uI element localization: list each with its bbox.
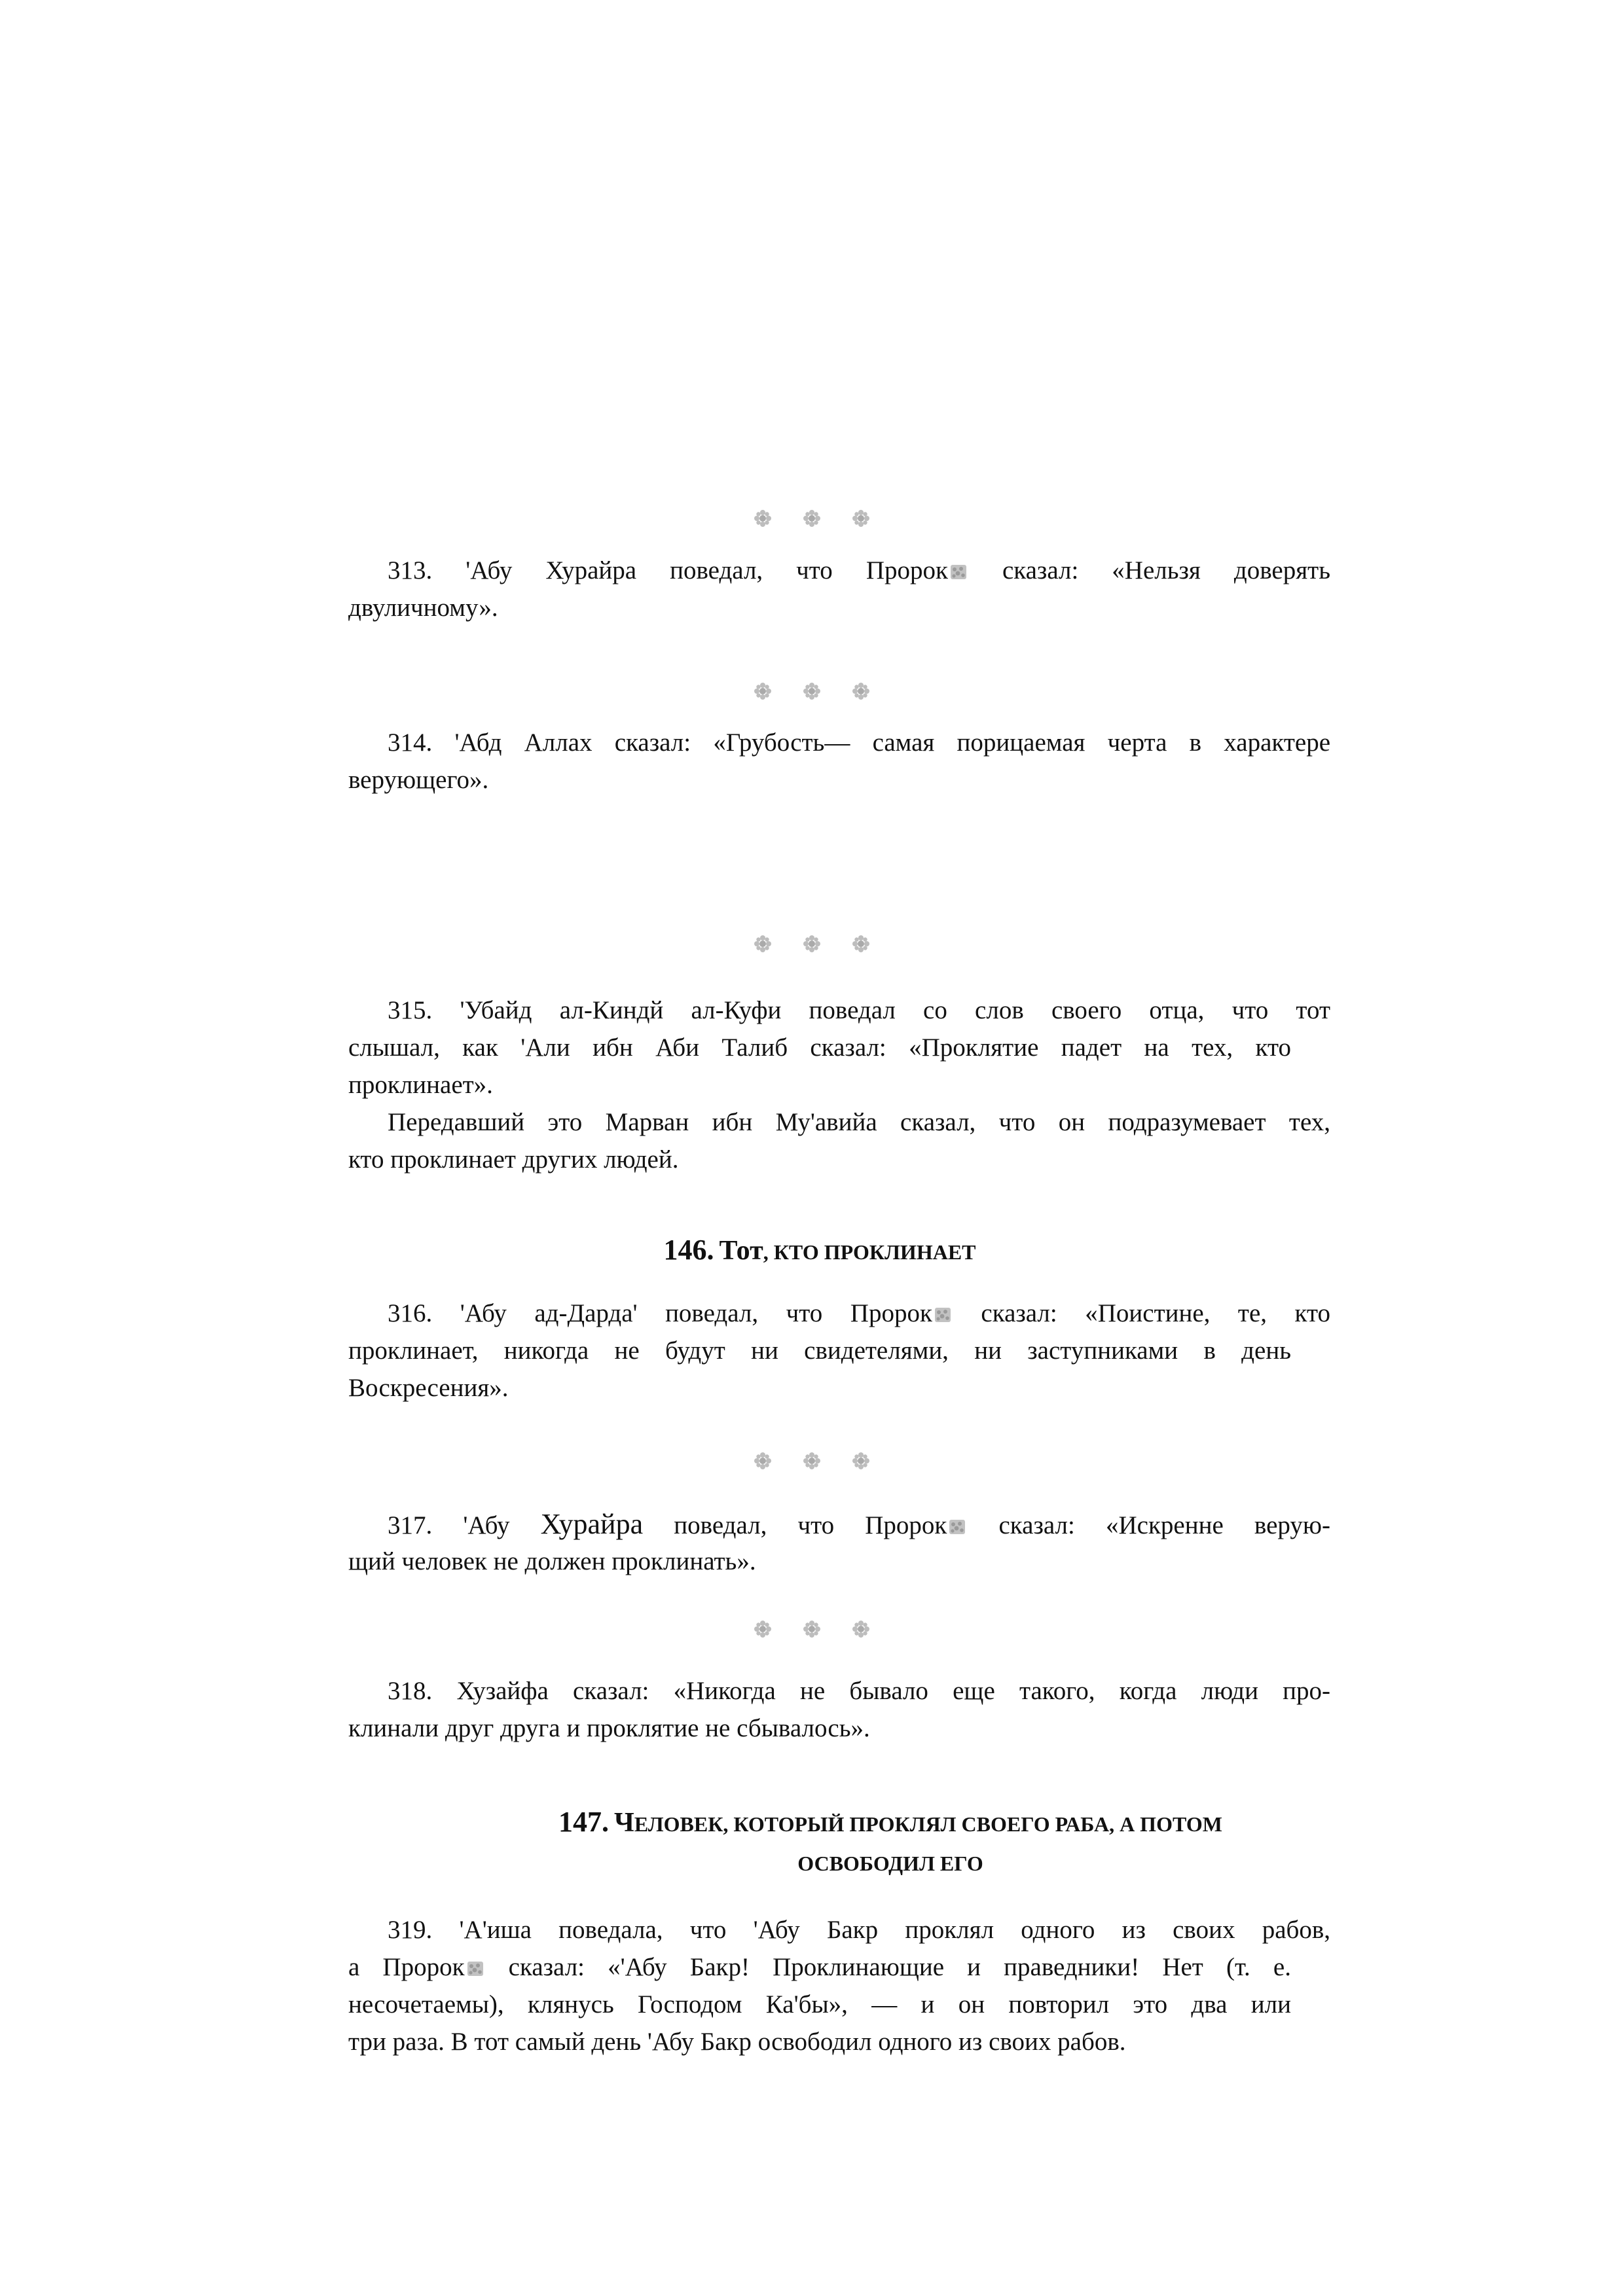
hadith-317-cont	[348, 1543, 1291, 1580]
flower-ornament-icon	[753, 934, 773, 954]
hadith-319-cont	[348, 1948, 1291, 2060]
flower-ornament-icon	[802, 1619, 822, 1639]
hadith-text: слышал, как 'Али ибн Аби Талиб сказал: «Проклятие падет на тех, кто	[348, 1033, 1291, 1062]
flower-ornament-icon	[851, 1451, 871, 1471]
flower-ornament-icon	[802, 509, 822, 528]
hadith-text: 'Абу ад-Дарда' поведал, что Пророк	[460, 1299, 932, 1327]
hadith-text: сказал: «Поистине, те, кто	[953, 1299, 1331, 1327]
hadith-316-cont	[348, 1332, 1291, 1407]
hadith-text: поведал, что Пророк	[643, 1511, 947, 1539]
hadith-text: несочетаемы), клянусь Господом Ка'бы», — и он повторил это два или	[348, 1990, 1291, 2018]
hadith-note: кто проклинает других людей.	[348, 1145, 679, 1174]
hadith-number: 317.	[388, 1511, 433, 1539]
flower-ornament-icon	[802, 1451, 822, 1471]
hadith-number: 315.	[388, 996, 433, 1024]
hadith-text: Хузайфа сказал: «Никогда не бывало еще такого, когда люди про-	[456, 1677, 1330, 1705]
hadith-text: проклинает».	[348, 1071, 493, 1099]
hadith-text: 'Абд Аллах сказал: «Грубость— самая порицаемая черта в характере	[454, 728, 1331, 757]
hadith-number: 314.	[388, 728, 433, 757]
hadith-314-cont	[348, 761, 1291, 798]
chapter-title-initial: Т	[719, 1236, 737, 1266]
hadith-text: а Пророк	[348, 1953, 465, 1981]
hadith-315-cont	[348, 1029, 1291, 1103]
hadith-text: 'Убайд ал-Киндй ал-Куфи поведал со слов своего отца, что тот	[460, 996, 1330, 1024]
hadith-number: 319.	[388, 1916, 433, 1944]
hadith-text: 'Абу Хурайра поведал, что Пророк	[465, 556, 948, 584]
hadith-316	[348, 1295, 1330, 1332]
hadith-text: проклинает, никогда не будут ни свидетелями, ни заступниками в день	[348, 1336, 1291, 1365]
hadith-text: двуличному».	[348, 594, 498, 622]
hadith-number: 313.	[388, 556, 433, 584]
chapter-title: , КТО ПРОКЛИНАЕТ	[763, 1240, 976, 1264]
flower-ornament-icon	[753, 1451, 773, 1471]
separator-ornament	[753, 1623, 871, 1635]
hadith-318-cont	[348, 1710, 1291, 1747]
hadith-315	[348, 992, 1330, 1029]
hadith-text: Воскресения».	[348, 1374, 509, 1402]
hadith-text: 'А'иша поведала, что 'Абу Бакр проклял одного из своих рабов,	[459, 1916, 1331, 1944]
hadith-317	[348, 1505, 1330, 1544]
hadith-313-cont	[348, 589, 1291, 626]
hadith-note: Передавший это Марван ибн Му'авийа сказал, что он подразумевает тех,	[388, 1108, 1330, 1136]
hadith-number: 318.	[388, 1677, 433, 1705]
hadith-text: щий человек не должен проклинать».	[348, 1547, 756, 1575]
hadith-text: 'Абу	[463, 1511, 541, 1539]
separator-ornament	[753, 512, 871, 524]
flower-ornament-icon	[851, 1619, 871, 1639]
chapter-heading-147	[498, 1803, 1283, 1883]
flower-ornament-icon	[851, 509, 871, 528]
flower-ornament-icon	[753, 1619, 773, 1639]
flower-ornament-icon	[753, 681, 773, 701]
blessing-seal-icon	[932, 1306, 953, 1324]
hadith-text: клинали друг друга и проклятие не сбывалось».	[348, 1714, 870, 1742]
blessing-seal-icon	[465, 1960, 486, 1978]
chapter-title-initial: Ч	[614, 1808, 634, 1838]
separator-ornament	[753, 935, 871, 953]
flower-ornament-icon	[753, 509, 773, 528]
hadith-text: три раза. В тот самый день 'Абу Бакр освободил одного из своих рабов.	[348, 2028, 1126, 2056]
chapter-title: ЕЛОВЕК, КОТОРЫЙ ПРОКЛЯЛ СВОЕГО РАБА, А ПОТОМ	[634, 1812, 1222, 1836]
hadith-text: сказал: «Нельзя доверять	[968, 556, 1330, 584]
chapter-title-line2: ОСВОБОДИЛ ЕГО	[797, 1852, 983, 1875]
separator-ornament	[753, 685, 871, 697]
chapter-title-word: от	[736, 1236, 763, 1266]
hadith-315-note	[348, 1103, 1330, 1141]
hadith-text-emphasis: Хурайра	[540, 1508, 644, 1540]
hadith-text: сказал: «'Абу Бакр! Проклинающие и праведники! Нет (т. е.	[485, 1953, 1291, 1981]
flower-ornament-icon	[851, 934, 871, 954]
chapter-number: 147.	[558, 1806, 610, 1838]
chapter-heading-146	[348, 1230, 1291, 1272]
separator-ornament	[753, 1452, 871, 1470]
blessing-seal-icon	[947, 1518, 968, 1536]
hadith-text: верующего».	[348, 766, 489, 794]
flower-ornament-icon	[802, 934, 822, 954]
flower-ornament-icon	[851, 681, 871, 701]
hadith-313	[348, 552, 1330, 589]
hadith-319	[348, 1911, 1330, 1948]
hadith-318	[348, 1672, 1330, 1710]
hadith-314	[348, 724, 1330, 761]
blessing-seal-icon	[948, 563, 969, 581]
hadith-number: 316.	[388, 1299, 433, 1327]
flower-ornament-icon	[802, 681, 822, 701]
hadith-315-note-cont	[348, 1141, 1291, 1178]
chapter-number: 146.	[663, 1234, 714, 1266]
hadith-text: сказал: «Искренне верую-	[968, 1511, 1330, 1539]
